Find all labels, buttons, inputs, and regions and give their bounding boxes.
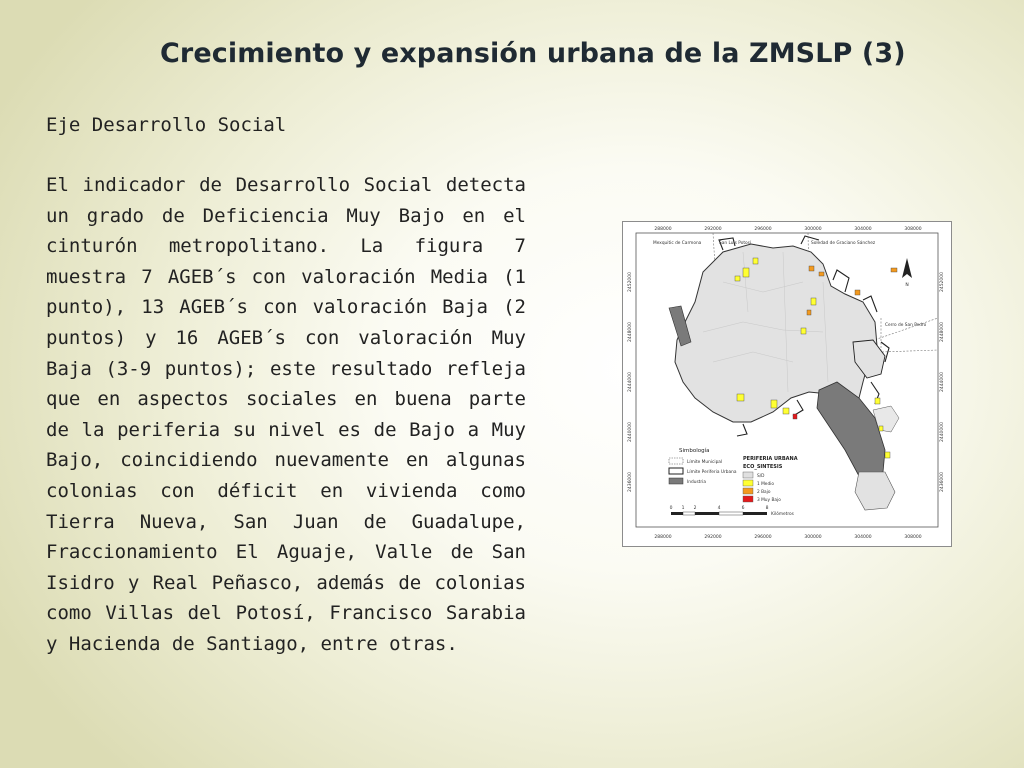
y-tick-label: 2452000: [628, 271, 633, 293]
class-medio-patch: [771, 400, 777, 408]
legend-class-label: 3 Muy Bajo: [757, 498, 781, 503]
place-label: Cerro de San Pedro: [885, 323, 927, 328]
legend-swatch-periphery: [669, 468, 683, 474]
class-bajo-patch: [807, 310, 811, 315]
class-medio-patch: [743, 268, 749, 277]
place-label: Soledad de Graciano Sánchez: [811, 241, 876, 246]
legend-class-label: 2 Bajo: [757, 490, 771, 495]
class-medio-patch: [885, 452, 890, 458]
x-tick-label: 288000: [654, 535, 672, 540]
scale-label: 0: [669, 506, 673, 511]
y-tick-label: 2440000: [940, 421, 945, 443]
x-tick-label: 292000: [704, 535, 722, 540]
scale-label: 6: [741, 506, 745, 511]
scale-unit: Kilómetros: [771, 512, 794, 517]
x-tick-label: 300000: [804, 227, 822, 232]
scale-label: 2: [693, 506, 697, 511]
x-tick-label: 296000: [754, 535, 772, 540]
y-tick-label: 2452000: [940, 271, 945, 293]
class-bajo-patch: [855, 290, 860, 295]
y-tick-label: 2440000: [628, 421, 633, 443]
x-tick-label: 304000: [854, 535, 872, 540]
legend-swatch-sd: [743, 472, 753, 478]
x-tick-label: 288000: [654, 227, 672, 232]
legend-swatch-municipal: [669, 458, 683, 464]
y-tick-label: 2444000: [628, 371, 633, 393]
class-medio-patch: [801, 328, 806, 334]
legend-class-subtitle: ECO_SINTESIS: [743, 464, 783, 470]
slide-title: Crecimiento y expansión urbana de la ZMSLP (3): [160, 38, 906, 69]
class-bajo-patch: [809, 266, 814, 271]
y-tick-label: 2448000: [628, 321, 633, 343]
y-tick-label: 2436000: [628, 471, 633, 493]
class-medio-patch: [753, 258, 758, 264]
class-medio-patch: [735, 276, 740, 281]
x-tick-label: 292000: [704, 227, 722, 232]
legend-class-label: S/D: [757, 474, 765, 479]
class-medio-patch: [811, 298, 816, 305]
x-tick-label: 300000: [804, 535, 822, 540]
legend-swatch-medio: [743, 480, 753, 486]
y-tick-label: 2448000: [940, 321, 945, 343]
x-tick-label: 308000: [904, 227, 922, 232]
place-label: Mexquitic de Carmona: [653, 241, 702, 246]
class-medio-patch: [737, 394, 744, 401]
north-label: N: [905, 283, 909, 288]
legend-item-label: Límite Municipal: [687, 460, 723, 465]
place-label: San Luis Potosí: [719, 241, 752, 246]
legend-swatch-bajo: [743, 488, 753, 494]
legend-class-title: PERIFERIA URBANA: [743, 456, 798, 462]
class-medio-patch: [875, 398, 880, 404]
legend-swatch-muy-bajo: [743, 496, 753, 502]
x-tick-label: 308000: [904, 535, 922, 540]
y-tick-label: 2436000: [940, 471, 945, 493]
class-muy-bajo-patch: [793, 414, 797, 419]
y-tick-label: 2444000: [940, 371, 945, 393]
legend-class-label: 1 Medio: [757, 482, 775, 487]
scale-label: 1: [681, 506, 685, 511]
class-medio-patch: [879, 426, 883, 431]
class-bajo-patch: [819, 272, 824, 276]
class-medio-patch: [783, 408, 789, 414]
scale-label: 4: [717, 506, 721, 511]
legend-item-label: Límite Periferia Urbana: [687, 470, 737, 475]
x-tick-label: 296000: [754, 227, 772, 232]
class-bajo-patch: [891, 268, 897, 272]
legend-item-label: Industria: [687, 480, 706, 485]
legend-swatch-industry: [669, 478, 683, 484]
x-tick-label: 304000: [854, 227, 872, 232]
scale-label: 8: [765, 506, 769, 511]
legend-symbology-title: Simbología: [679, 448, 710, 454]
section-subtitle: Eje Desarrollo Social: [46, 114, 287, 136]
map-figure: [622, 221, 952, 547]
urban-periphery-map: [623, 222, 951, 546]
body-paragraph: El indicador de Desarrollo Social detecta un grado de Deficiencia Muy Bajo en el cinturón metropolitano. La figura 7 muestra 7 AGEB´s con valoración Media (1 punto), 13 AGEB´s con valoración Baja (2 puntos) y 16 AGEB´s con valoración Muy Baja (3-9 puntos); este resultado refleja que en aspectos sociales en buena parte de la periferia su nivel es de Bajo a Muy Bajo, coincidiendo nuevamente en algunas colonias con déficit en vivienda como Tierra Nueva, San Juan de Guadalupe, Fraccionamiento El Aguaje, Valle de San Isidro y Real Peñasco, además de colonias como Villas del Potosí, Francisco Sarabia y Hacienda de Santiago, entre otras.: [46, 174, 526, 655]
